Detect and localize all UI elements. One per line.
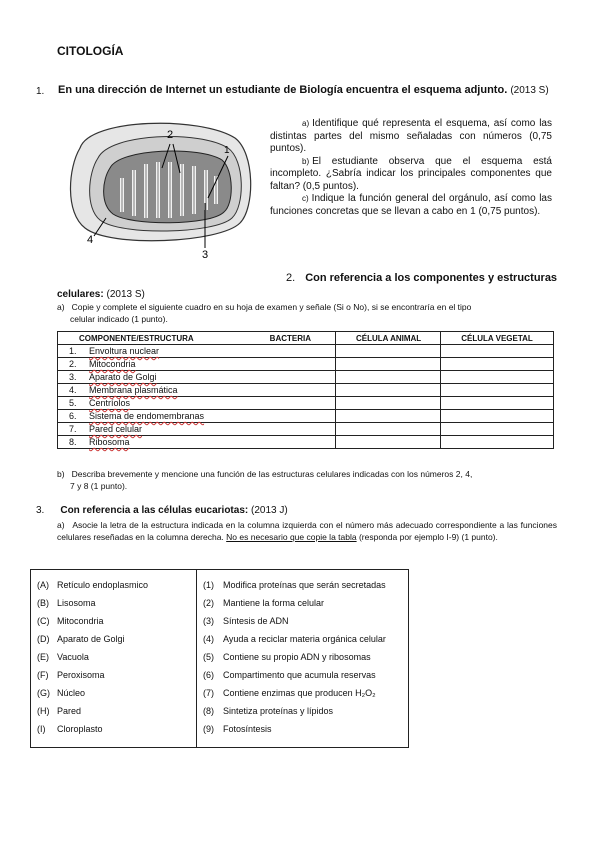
function-item-key: (4) [203,634,214,644]
label-3: 3 [202,249,209,260]
question-2-part-b: b) Describa brevemente y mencione una función de las estructuras celulares indicadas con los números 2, 4, 7 y 8 (1 punto). [57,469,473,491]
function-item [203,720,403,738]
function-item-text: Fotosíntesis [223,724,272,734]
question-1-part-c: c) Indique la función general del orgánulo, así como las funciones concretas que se llevan a cabo en 1 (0,75 puntos). [270,193,552,217]
structure-item [37,702,192,720]
cell-animal [336,423,441,436]
structure-item-text: Mitocondria [57,616,104,626]
cell-animal [336,436,441,449]
function-item [203,648,403,666]
question-1-part-a: a) Identifique qué representa el esquema, así como las distintas partes del mismo señaladas con números (0,75 puntos). [270,118,552,154]
table-row [58,410,554,423]
cell-animal [336,410,441,423]
function-item [203,612,403,630]
function-item [203,630,403,648]
cell-animal [336,384,441,397]
question-2-part-a: a) Copie y complete el siguiente cuadro en su hoja de examen y señale (Si o No), si se encontraría en el tipo celular indicado (1 punto). [57,302,472,324]
table-header-row [58,332,554,345]
function-item-key: (7) [203,688,214,698]
structure-item-text: Núcleo [57,688,86,698]
question-3-heading: 3. Con referencia a las células eucariotas: (2013 J) [36,505,288,516]
cell-plant [441,371,554,384]
functions-column [203,576,403,738]
table-row [58,397,554,410]
row-structure-name: Sistema de endomembranas [89,411,205,421]
row-structure-name: Pared celular [89,424,143,434]
function-item-text: Contiene enzimas que producen H₂O₂ [223,688,376,698]
row-number: 5. [69,398,77,408]
mitochondrion-diagram [50,108,270,260]
cell-plant [441,358,554,371]
structure-item-text: Peroxisoma [57,670,105,680]
question-3-part-a: a) Asocie la letra de la estructura indicada en la columna izquierda con el número más adecuado correspondiente a las funciones celulares reseñadas en la columna derecha. No es necesario que copie la tabla (responda por ejemplo I-9) (1 punto). [57,520,557,542]
function-item-text: Contiene su propio ADN y ribosomas [223,652,371,662]
structure-item-text: Retículo endoplasmico [57,580,149,590]
table-row [58,345,554,358]
structure-item-text: Cloroplasto [57,724,103,734]
structures-column [37,576,192,738]
question-2-heading-cont: celulares: (2013 S) [57,289,145,300]
label-1: 1 [224,145,230,156]
row-number: 1. [69,346,77,356]
function-item-text: Síntesis de ADN [223,616,289,626]
function-item-text: Mantiene la forma celular [223,598,325,608]
cell-plant [441,345,554,358]
cell-animal [336,345,441,358]
structure-item [37,630,192,648]
row-structure-name: Aparato de Golgi [89,372,157,382]
cell-animal [336,397,441,410]
table-row [58,358,554,371]
table-row [58,436,554,449]
page-title: CITOLOGÍA [57,44,124,58]
row-number: 7. [69,424,77,434]
structure-item-key: (F) [37,670,49,680]
row-structure-name: Envoltura nuclear [89,346,160,356]
cell-plant [441,397,554,410]
function-item-key: (9) [203,724,214,734]
col-header-plant: CÉLULA VEGETAL [441,332,554,345]
row-number: 3. [69,372,77,382]
structure-item-key: (H) [37,706,50,716]
structure-item-key: (G) [37,688,50,698]
structure-item-key: (A) [37,580,49,590]
structure-item [37,648,192,666]
question-1-part-b: b) El estudiante observa que el esquema está incompleto. ¿Sabría indicar los principales componentes que faltan? (0,5 puntos). [270,155,552,192]
structure-item [37,666,192,684]
function-item-key: (2) [203,598,214,608]
row-number: 2. [69,359,77,369]
function-item [203,684,403,702]
col-header-animal: CÉLULA ANIMAL [336,332,441,345]
table-row [58,384,554,397]
components-table [57,331,554,449]
structure-item [37,612,192,630]
row-structure-name: Membrana plasmática [89,385,178,395]
question-1-number: 1. [36,86,45,97]
structure-item-text: Vacuola [57,652,89,662]
table-row [58,371,554,384]
row-number: 8. [69,437,77,447]
function-item-text: Modifica proteínas que serán secretadas [223,580,386,590]
function-item [203,702,403,720]
function-item-text: Sintetiza proteínas y lípidos [223,706,334,716]
structure-item [37,576,192,594]
structure-item [37,594,192,612]
row-number: 6. [69,411,77,421]
function-item [203,594,403,612]
cell-plant [441,384,554,397]
question-2-heading: 2. Con referencia a los componentes y estructuras [286,272,558,284]
function-item-text: Compartimento que acumula reservas [223,670,376,680]
structure-item [37,684,192,702]
row-structure-name: Centríolos [89,398,131,408]
structure-item-text: Lisosoma [57,598,96,608]
function-item-key: (1) [203,580,214,590]
function-item [203,666,403,684]
function-item-key: (6) [203,670,214,680]
structure-item-key: (I) [37,724,46,734]
row-number: 4. [69,385,77,395]
col-header-component: COMPONENTE/ESTRUCTURA [79,333,194,343]
cell-animal [336,358,441,371]
function-item-text: Ayuda a reciclar materia orgánica celular [223,634,386,644]
function-item-key: (8) [203,706,214,716]
question-1-parts [270,118,552,218]
label-4: 4 [87,234,94,246]
structure-item-text: Aparato de Golgi [57,634,125,644]
cell-animal [336,371,441,384]
function-item-key: (3) [203,616,214,626]
matching-box [30,569,409,748]
table-row [58,423,554,436]
structure-item-key: (E) [37,652,49,662]
structure-item-key: (B) [37,598,49,608]
cell-plant [441,423,554,436]
row-structure-name: Mitocondria [89,359,136,369]
question-1-heading: En una dirección de Internet un estudiante de Biología encuentra el esquema adjunto. (2013 S) [58,84,549,96]
structure-item-text: Pared [57,706,82,716]
cell-plant [441,410,554,423]
label-2: 2 [167,129,174,141]
cell-plant [441,436,554,449]
row-structure-name: Ribosoma [89,437,130,447]
structure-item-key: (D) [37,634,50,644]
function-item-key: (5) [203,652,214,662]
function-item [203,576,403,594]
col-header-bacteria: BACTERIA [269,333,312,343]
structure-item-key: (C) [37,616,50,626]
structure-item [37,720,192,738]
